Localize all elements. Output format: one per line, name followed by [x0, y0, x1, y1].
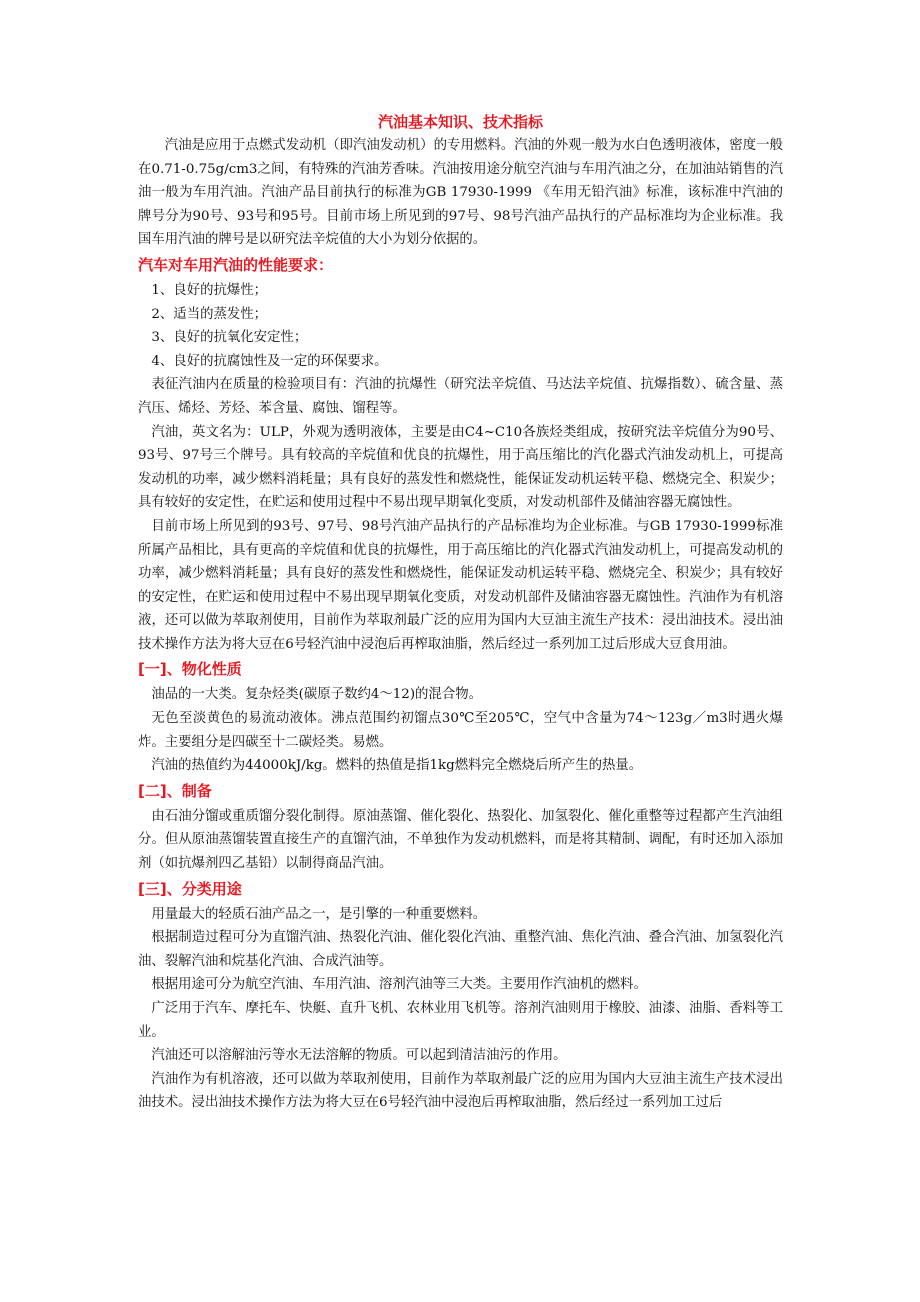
section-paragraph: 无色至淡黄色的易流动液体。沸点范围约初馏点30℃至205℃，空气中含量为74～123g／m3时遇火爆炸。主要组分是四碳至十二碳烃类。易燃。: [138, 711, 783, 750]
intro-paragraph: 汽油是应用于点燃式发动机（即汽油发动机）的专用燃料。汽油的外观一般为水白色透明液体，密度一般在0.71-0.75g/cm3之间，有特殊的汽油芳香味。汽油按用途分航空汽油与车用汽油之分，在加油站销售的汽油一般为车用汽油。汽油产品目前执行的标准为GB 17930-1999 《车用无铅汽油》标准，该标准中汽油的牌号分为90号、93号和95号。目前市场上所见到的97号、98号汽油产品执行的产品标准均为企业标准。我国车用汽油的牌号是以研究法辛烷值的大小为划分依据的。: [138, 138, 783, 248]
market-paragraph: 目前市场上所见到的93号、97号、98号汽油产品执行的产品标准均为企业标准。与GB 17930-1999标准所属产品相比，具有更高的辛烷值和优良的抗爆性，用于高压缩比的汽化器式汽油发动机上，可提高发动机的功率，减少燃料消耗量；具有良好的蒸发性和燃烧性，能保证发动机运转平稳、燃烧完全、积炭少；具有较好的安定性，在贮运和使用过程中不易出现早期氧化变质，对发动机部件及储油容器无腐蚀性。汽油作为有机溶液，还可以做为萃取剂使用，目前作为萃取剂最广泛的应用为国内大豆油主流生产技术：浸出油技术。浸出油技术操作方法为将大豆在6号轻汽油中浸泡后再榨取油脂，然后经过一系列加工过后形成大豆食用油。: [138, 518, 783, 652]
section-heading: [二]、制备: [138, 781, 212, 800]
section-heading: [三]、分类用途: [138, 879, 242, 898]
section-paragraph: 根据制造过程可分为直馏汽油、热裂化汽油、催化裂化汽油、重整汽油、焦化汽油、叠合汽油、加氢裂化汽油、裂解汽油和烷基化汽油、合成汽油等。: [138, 930, 783, 969]
section-paragraph: 汽油作为有机溶液，还可以做为萃取剂使用，目前作为萃取剂最广泛的应用为国内大豆油主流生产技术浸出油技术。浸出油技术操作方法为将大豆在6号轻汽油中浸泡后再榨取油脂，然后经过一系列加工过后: [138, 1071, 783, 1111]
section-paragraph: 汽油还可以溶解油污等水无法溶解的物质。可以起到清洁油污的作用。: [151, 1048, 567, 1064]
requirement-item: 4、良好的抗腐蚀性及一定的环保要求。: [151, 353, 388, 369]
section-paragraph: 由石油分馏或重质馏分裂化制得。原油蒸馏、催化裂化、热裂化、加氢裂化、催化重整等过程都产生汽油组分。但从原油蒸馏装置直接生产的直馏汽油，不单独作为发动机燃料，而是将其精制、调配，有时还加入添加剂（如抗爆剂四乙基铅）以制得商品汽油。: [138, 808, 783, 872]
section-paragraph: 广泛用于汽车、摩托车、快艇、直升飞机、农林业用飞机等。溶剂汽油则用于橡胶、油漆、油脂、香料等工业。: [138, 1001, 783, 1040]
requirement-item: 2、适当的蒸发性；: [151, 306, 268, 322]
document-title: 汽油基本知识、技术指标: [377, 113, 543, 131]
section-paragraph: 油品的一大类。复杂烃类(碳原子数约4～12)的混合物。: [151, 687, 482, 703]
section-paragraph: 用量最大的轻质石油产品之一，是引擎的一种重要燃料。: [151, 906, 487, 922]
document-page: [138, 108, 783, 1115]
requirement-item: 3、良好的抗氧化安定性；: [151, 330, 308, 346]
ulp-paragraph: 汽油，英文名为：ULP，外观为透明液体，主要是由C4~C10各族烃类组成，按研究法辛烷值分为90号、93号、97号三个牌号。具有较高的辛烷值和优良的抗爆性，用于高压缩比的汽化器式汽油发动机上，可提高发动机的功率，减少燃料消耗量；具有良好的蒸发性和燃烧性，能保证发动机运转平稳、燃烧完全、积炭少；具有较好的安定性，在贮运和使用过程中不易出现早期氧化变质，对发动机部件及储油容器无腐蚀性。: [138, 424, 783, 511]
section-heading: [一]、物化性质: [138, 660, 242, 679]
requirements-heading: 汽车对车用汽油的性能要求：: [138, 255, 334, 274]
requirement-item: 1、良好的抗爆性；: [151, 282, 268, 298]
quality-paragraph: 表征汽油内在质量的检验项目有：汽油的抗爆性（研究法辛烷值、马达法辛烷值、抗爆指数）、硫含量、蒸汽压、烯烃、芳烃、苯含量、腐蚀、馏程等。: [138, 377, 783, 416]
section-paragraph: 根据用途可分为航空汽油、车用汽油、溶剂汽油等三大类。主要用作汽油机的燃料。: [151, 977, 647, 993]
section-paragraph: 汽油的热值约为44000kJ/kg。燃料的热值是指1kg燃料完全燃烧后所产生的热量。: [151, 758, 643, 774]
